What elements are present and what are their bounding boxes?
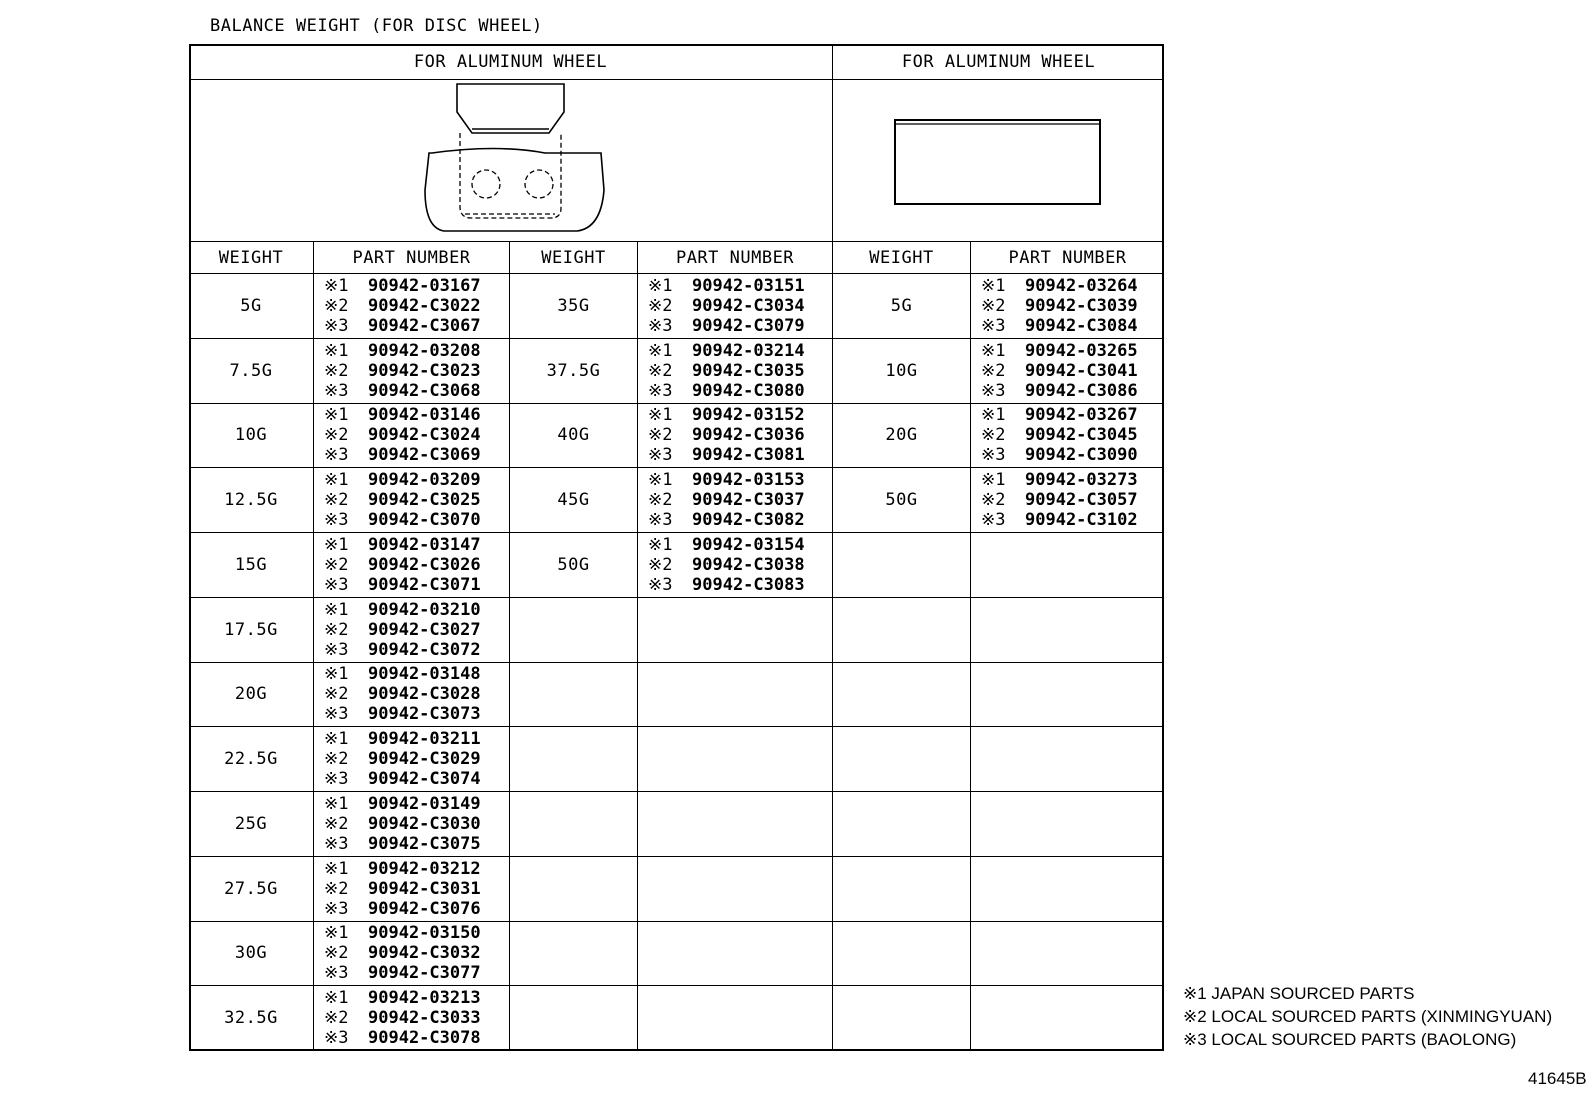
- col-header-weight-1: WEIGHT: [189, 242, 313, 274]
- part-number-line: [648, 510, 832, 530]
- part-number: 90942-C3023: [368, 360, 481, 381]
- source-mark: ※3: [324, 898, 349, 919]
- weight-cell: 5G: [832, 274, 970, 339]
- source-mark: ※2: [324, 619, 349, 640]
- weight-cell: 50G: [832, 468, 970, 533]
- part-number-line: [648, 470, 832, 490]
- part-number-cell: [970, 404, 1164, 469]
- part-number: 90942-C3074: [368, 769, 481, 790]
- part-number: 90942-C3029: [368, 749, 481, 770]
- part-number-line: [324, 879, 509, 899]
- weight-cell: [509, 598, 637, 663]
- part-number-cell: [637, 857, 832, 922]
- part-number-line: [324, 296, 509, 316]
- part-number: 90942-C3034: [692, 295, 805, 316]
- weight-cell: 45G: [509, 468, 637, 533]
- source-mark: ※1: [324, 858, 349, 879]
- diagram-title: BALANCE WEIGHT (FOR DISC WHEEL): [210, 16, 543, 36]
- footnotes: [1183, 982, 1552, 1051]
- part-number-line: [324, 405, 509, 425]
- source-mark: ※2: [981, 425, 1006, 446]
- part-number: 90942-03153: [692, 470, 805, 491]
- part-number: 90942-C3071: [368, 574, 481, 595]
- source-mark: ※1: [648, 405, 673, 426]
- weight-cell: [832, 598, 970, 663]
- source-mark: ※1: [324, 405, 349, 426]
- col-header-part-number-2: PART NUMBER: [637, 242, 832, 274]
- part-number-line: [981, 425, 1164, 445]
- part-number-line: [648, 575, 832, 595]
- part-number-line: [324, 535, 509, 555]
- part-number: 90942-C3028: [368, 684, 481, 705]
- part-number-line: [324, 814, 509, 834]
- part-number: 90942-C3082: [692, 510, 805, 531]
- part-number-line: [324, 510, 509, 530]
- part-number-cell: [313, 857, 509, 922]
- weight-cell: [509, 857, 637, 922]
- table-row: [189, 986, 1164, 1051]
- source-mark: ※1: [324, 340, 349, 361]
- part-number-cell: [970, 339, 1164, 404]
- source-mark: ※3: [981, 315, 1006, 336]
- part-number-cell: [637, 792, 832, 857]
- part-number: 90942-C3102: [1025, 510, 1138, 531]
- source-mark: ※2: [324, 813, 349, 834]
- part-number-line: [981, 276, 1164, 296]
- source-mark: ※3: [324, 1028, 349, 1049]
- source-mark: ※3: [648, 510, 673, 531]
- table-row: [189, 274, 1164, 339]
- part-number: 90942-C3068: [368, 380, 481, 401]
- part-number: 90942-C3038: [692, 554, 805, 575]
- source-mark: ※1: [981, 340, 1006, 361]
- part-number: 90942-C3036: [692, 425, 805, 446]
- part-number: 90942-C3026: [368, 554, 481, 575]
- part-number-line: [648, 490, 832, 510]
- col-header-weight-3: WEIGHT: [832, 242, 970, 274]
- part-number-cell: [637, 986, 832, 1051]
- illustration-row: [189, 80, 1164, 242]
- part-number-line: [324, 555, 509, 575]
- part-number-line: [324, 445, 509, 465]
- table-row: [189, 727, 1164, 792]
- source-mark: ※2: [648, 295, 673, 316]
- weight-cell: [509, 922, 637, 987]
- part-number: 90942-C3032: [368, 943, 481, 964]
- source-mark: ※2: [324, 295, 349, 316]
- col-header-part-number-1: PART NUMBER: [313, 242, 509, 274]
- part-number-line: [981, 341, 1164, 361]
- weight-cell: 10G: [189, 404, 313, 469]
- part-number: 90942-C3072: [368, 639, 481, 660]
- part-number-cell: [970, 922, 1164, 987]
- part-number: 90942-03147: [368, 534, 481, 555]
- part-number-line: [981, 510, 1164, 530]
- part-number-cell: [637, 468, 832, 533]
- part-number: 90942-C3077: [368, 963, 481, 984]
- table-row: [189, 468, 1164, 533]
- part-number: 90942-C3045: [1025, 425, 1138, 446]
- source-mark: ※2: [981, 295, 1006, 316]
- weight-cell: [832, 727, 970, 792]
- part-number-line: [324, 490, 509, 510]
- source-mark: ※2: [324, 554, 349, 575]
- part-number-line: [981, 316, 1164, 336]
- part-number-cell: [970, 274, 1164, 339]
- part-number-cell: [970, 533, 1164, 598]
- table-row: [189, 857, 1164, 922]
- weight-cell: 50G: [509, 533, 637, 598]
- part-number: 90942-C3075: [368, 833, 481, 854]
- part-number-line: [324, 1028, 509, 1048]
- part-number-cell: [313, 792, 509, 857]
- part-number-cell: [313, 274, 509, 339]
- part-number: 90942-C3024: [368, 425, 481, 446]
- part-number-cell: [637, 339, 832, 404]
- part-number-line: [324, 276, 509, 296]
- part-number: 90942-03212: [368, 858, 481, 879]
- source-mark: ※1: [648, 534, 673, 555]
- part-number: 90942-C3073: [368, 704, 481, 725]
- source-mark: ※3: [648, 315, 673, 336]
- part-number: 90942-C3025: [368, 490, 481, 511]
- part-number: 90942-03149: [368, 793, 481, 814]
- part-number-line: [981, 361, 1164, 381]
- part-number: 90942-C3041: [1025, 360, 1138, 381]
- source-mark: ※2: [324, 1008, 349, 1029]
- weight-cell: [509, 792, 637, 857]
- part-number: 90942-03267: [1025, 405, 1138, 426]
- source-mark: ※1: [324, 599, 349, 620]
- part-number-line: [324, 664, 509, 684]
- source-mark: ※3: [324, 833, 349, 854]
- part-number-line: [324, 425, 509, 445]
- part-number: 90942-C3035: [692, 360, 805, 381]
- part-number-line: [324, 899, 509, 919]
- column-header-row: [189, 242, 1164, 274]
- drawing-code: 41645B: [1528, 1069, 1587, 1088]
- part-number: 90942-C3033: [368, 1008, 481, 1029]
- part-number-line: [324, 988, 509, 1008]
- part-number: 90942-C3083: [692, 574, 805, 595]
- part-number-line: [324, 316, 509, 336]
- weight-cell: [509, 986, 637, 1051]
- part-number-line: [981, 445, 1164, 465]
- weight-cell: 15G: [189, 533, 313, 598]
- source-mark: ※2: [324, 749, 349, 770]
- source-mark: ※3: [981, 445, 1006, 466]
- part-number-cell: [313, 533, 509, 598]
- weight-cell: [832, 533, 970, 598]
- part-number: 90942-03264: [1025, 275, 1138, 296]
- source-mark: ※2: [648, 360, 673, 381]
- source-mark: ※1: [981, 275, 1006, 296]
- part-number-line: [324, 381, 509, 401]
- part-number-line: [324, 729, 509, 749]
- adhesive-weight-drawing: [833, 80, 1164, 241]
- weight-cell: [509, 663, 637, 728]
- part-number-line: [648, 341, 832, 361]
- source-mark: ※3: [324, 963, 349, 984]
- weight-cell: 30G: [189, 922, 313, 987]
- part-number-line: [324, 575, 509, 595]
- part-number: 90942-03167: [368, 275, 481, 296]
- weight-cell: [509, 727, 637, 792]
- part-number: 90942-03265: [1025, 340, 1138, 361]
- part-number-line: [324, 600, 509, 620]
- source-mark: ※3: [981, 510, 1006, 531]
- section-header-row: [189, 44, 1164, 80]
- section-header-right: FOR ALUMINUM WHEEL: [832, 44, 1164, 80]
- part-number-line: [324, 834, 509, 854]
- part-number-line: [324, 963, 509, 983]
- footnote: ※1 JAPAN SOURCED PARTS: [1183, 984, 1415, 1003]
- part-number: 90942-C3069: [368, 445, 481, 466]
- weight-cell: 20G: [189, 663, 313, 728]
- part-number-line: [324, 704, 509, 724]
- col-header-part-number-3: PART NUMBER: [970, 242, 1164, 274]
- source-mark: ※3: [648, 574, 673, 595]
- table-row: [189, 339, 1164, 404]
- part-number-line: [981, 405, 1164, 425]
- part-number-line: [324, 859, 509, 879]
- weight-cell: [832, 857, 970, 922]
- part-number: 90942-03148: [368, 664, 481, 685]
- part-number: 90942-C3084: [1025, 315, 1138, 336]
- part-number-line: [648, 381, 832, 401]
- part-number: 90942-03150: [368, 923, 481, 944]
- source-mark: ※3: [324, 574, 349, 595]
- part-number-line: [324, 341, 509, 361]
- part-number-line: [324, 640, 509, 660]
- source-mark: ※2: [648, 490, 673, 511]
- weight-cell: 12.5G: [189, 468, 313, 533]
- part-number-cell: [970, 727, 1164, 792]
- source-mark: ※1: [324, 988, 349, 1009]
- source-mark: ※1: [324, 923, 349, 944]
- part-number-line: [648, 555, 832, 575]
- weight-cell: 22.5G: [189, 727, 313, 792]
- balance-weight-table: [189, 44, 1164, 1051]
- part-number-cell: [970, 663, 1164, 728]
- part-number-line: [324, 470, 509, 490]
- source-mark: ※2: [324, 360, 349, 381]
- weight-cell: 27.5G: [189, 857, 313, 922]
- part-number-line: [324, 769, 509, 789]
- table-row: [189, 663, 1164, 728]
- part-number-cell: [637, 274, 832, 339]
- source-mark: ※2: [981, 490, 1006, 511]
- part-number-cell: [637, 922, 832, 987]
- part-number: 90942-C3037: [692, 490, 805, 511]
- source-mark: ※2: [324, 878, 349, 899]
- weight-cell: 7.5G: [189, 339, 313, 404]
- source-mark: ※3: [324, 769, 349, 790]
- col-header-weight-2: WEIGHT: [509, 242, 637, 274]
- weight-cell: 40G: [509, 404, 637, 469]
- part-number-line: [648, 316, 832, 336]
- source-mark: ※3: [324, 639, 349, 660]
- section-header-left: FOR ALUMINUM WHEEL: [189, 44, 832, 80]
- weight-cell: 37.5G: [509, 339, 637, 404]
- adhesive-weight-illustration-cell: [832, 80, 1164, 242]
- weight-cell: [832, 792, 970, 857]
- clip-on-weight-illustration-cell: [189, 80, 832, 242]
- part-number-cell: [970, 598, 1164, 663]
- source-mark: ※2: [324, 684, 349, 705]
- part-number: 90942-03152: [692, 405, 805, 426]
- weight-cell: [832, 922, 970, 987]
- source-mark: ※1: [648, 275, 673, 296]
- table-row: [189, 922, 1164, 987]
- part-number-line: [648, 276, 832, 296]
- source-mark: ※1: [648, 470, 673, 491]
- part-number: 90942-C3090: [1025, 445, 1138, 466]
- part-number-cell: [313, 922, 509, 987]
- part-number-cell: [313, 986, 509, 1051]
- part-number-cell: [970, 857, 1164, 922]
- part-number: 90942-03214: [692, 340, 805, 361]
- part-number-cell: [313, 468, 509, 533]
- part-number-line: [981, 296, 1164, 316]
- table-row: [189, 404, 1164, 469]
- part-number-line: [648, 425, 832, 445]
- source-mark: ※3: [324, 510, 349, 531]
- part-number: 90942-C3039: [1025, 295, 1138, 316]
- part-number: 90942-C3079: [692, 315, 805, 336]
- part-number-cell: [637, 598, 832, 663]
- part-number: 90942-C3031: [368, 878, 481, 899]
- weight-cell: [832, 663, 970, 728]
- clip-on-weight-drawing: [189, 80, 831, 241]
- source-mark: ※1: [648, 340, 673, 361]
- weight-cell: 32.5G: [189, 986, 313, 1051]
- source-mark: ※1: [981, 470, 1006, 491]
- part-number: 90942-C3057: [1025, 490, 1138, 511]
- source-mark: ※3: [324, 704, 349, 725]
- part-number-cell: [637, 533, 832, 598]
- table-row: [189, 533, 1164, 598]
- part-number-line: [648, 361, 832, 381]
- part-number-line: [324, 1008, 509, 1028]
- part-number-line: [324, 361, 509, 381]
- part-number-line: [648, 535, 832, 555]
- part-number-line: [981, 490, 1164, 510]
- part-number: 90942-03210: [368, 599, 481, 620]
- source-mark: ※1: [324, 793, 349, 814]
- part-number-line: [324, 943, 509, 963]
- part-number-cell: [313, 404, 509, 469]
- part-number: 90942-C3086: [1025, 380, 1138, 401]
- part-number: 90942-03151: [692, 275, 805, 296]
- part-number: 90942-C3080: [692, 380, 805, 401]
- source-mark: ※1: [324, 470, 349, 491]
- source-mark: ※2: [648, 554, 673, 575]
- weight-cell: 5G: [189, 274, 313, 339]
- source-mark: ※3: [324, 315, 349, 336]
- part-number-line: [648, 405, 832, 425]
- weight-cell: [832, 986, 970, 1051]
- part-number: 90942-03146: [368, 405, 481, 426]
- part-number: 90942-03211: [368, 729, 481, 750]
- part-number: 90942-C3027: [368, 619, 481, 640]
- part-number-line: [981, 470, 1164, 490]
- part-number-cell: [637, 404, 832, 469]
- part-number: 90942-C3078: [368, 1028, 481, 1049]
- part-number-line: [324, 794, 509, 814]
- source-mark: ※3: [981, 380, 1006, 401]
- part-number-line: [981, 381, 1164, 401]
- source-mark: ※1: [324, 729, 349, 750]
- part-number-line: [324, 923, 509, 943]
- weight-cell: 17.5G: [189, 598, 313, 663]
- table-row: [189, 598, 1164, 663]
- footnote: ※2 LOCAL SOURCED PARTS (XINMINGYUAN): [1183, 1007, 1553, 1026]
- part-number: 90942-03154: [692, 534, 805, 555]
- part-number: 90942-03213: [368, 988, 481, 1009]
- part-number: 90942-03208: [368, 340, 481, 361]
- part-number-cell: [637, 663, 832, 728]
- part-number-cell: [970, 792, 1164, 857]
- source-mark: ※1: [981, 405, 1006, 426]
- part-number: 90942-C3081: [692, 445, 805, 466]
- weight-cell: 20G: [832, 404, 970, 469]
- part-number-cell: [313, 339, 509, 404]
- source-mark: ※2: [981, 360, 1006, 381]
- part-number-line: [648, 445, 832, 465]
- source-mark: ※2: [648, 425, 673, 446]
- source-mark: ※3: [324, 445, 349, 466]
- part-number: 90942-C3076: [368, 898, 481, 919]
- part-number-cell: [970, 468, 1164, 533]
- weight-cell: 35G: [509, 274, 637, 339]
- part-number: 90942-03273: [1025, 470, 1138, 491]
- part-number: 90942-03209: [368, 470, 481, 491]
- part-number: 90942-C3067: [368, 315, 481, 336]
- part-number-cell: [313, 663, 509, 728]
- weight-cell: 10G: [832, 339, 970, 404]
- source-mark: ※1: [324, 664, 349, 685]
- source-mark: ※3: [324, 380, 349, 401]
- part-number-line: [648, 296, 832, 316]
- source-mark: ※2: [324, 943, 349, 964]
- part-number-cell: [313, 727, 509, 792]
- source-mark: ※3: [648, 380, 673, 401]
- table-row: [189, 792, 1164, 857]
- part-number-line: [324, 749, 509, 769]
- part-number-cell: [970, 986, 1164, 1051]
- part-number: 90942-C3070: [368, 510, 481, 531]
- source-mark: ※3: [648, 445, 673, 466]
- source-mark: ※2: [324, 425, 349, 446]
- footnote: ※3 LOCAL SOURCED PARTS (BAOLONG): [1183, 1030, 1517, 1049]
- part-number-line: [324, 620, 509, 640]
- part-number-line: [324, 684, 509, 704]
- part-number-cell: [313, 598, 509, 663]
- source-mark: ※2: [324, 490, 349, 511]
- part-number: 90942-C3022: [368, 295, 481, 316]
- part-number: 90942-C3030: [368, 813, 481, 834]
- source-mark: ※1: [324, 534, 349, 555]
- weight-cell: 25G: [189, 792, 313, 857]
- source-mark: ※1: [324, 275, 349, 296]
- part-number-cell: [637, 727, 832, 792]
